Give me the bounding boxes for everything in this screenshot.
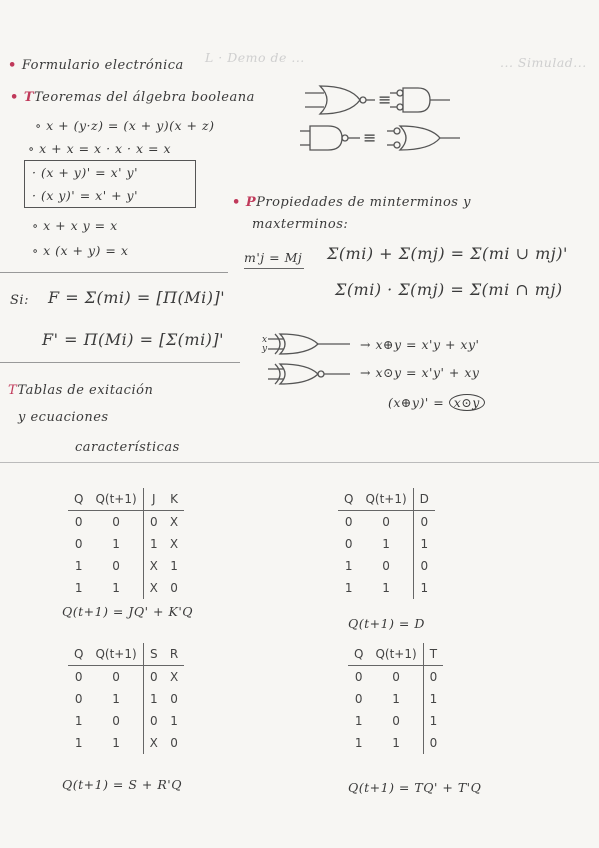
d-header-cell: Q(t+1) xyxy=(359,488,413,511)
d-table-cell: 0 xyxy=(382,515,390,529)
sr-table-cell: 1 xyxy=(74,736,83,750)
d-table-cell: 0 xyxy=(413,511,435,534)
sr-table-row xyxy=(68,666,184,689)
t-header-cell: T xyxy=(423,643,443,666)
section-divider-2 xyxy=(0,362,240,363)
sr-table-cell: 0 xyxy=(170,692,178,706)
jk-header-cell: Q xyxy=(68,488,89,511)
jk-table-cell: 0 xyxy=(74,537,83,551)
d-table-cell: 1 xyxy=(382,537,390,551)
tablas-title-2: y ecuaciones xyxy=(18,410,109,425)
t-table-cell: 1 xyxy=(392,736,400,750)
jk-table-cell: 1 xyxy=(143,533,164,555)
t-table-cell: 1 xyxy=(392,692,400,706)
teorema-6: ∘ x (x + y) = x xyxy=(32,243,129,258)
jk-table-cell: 1 xyxy=(74,581,83,595)
sr-table-cell: X xyxy=(169,670,179,684)
teorema-2: ∘ x + x = x · x · x = x xyxy=(28,141,172,156)
t-table-cell: 0 xyxy=(354,692,363,706)
teorema-5: ∘ x + x y = x xyxy=(32,218,118,233)
xor-xnor-gates xyxy=(262,330,362,390)
d-table-cell: 1 xyxy=(413,533,435,555)
jk-header-cell: K xyxy=(164,488,184,511)
d-table-row xyxy=(338,511,435,534)
xnor-eq: → x⊙y = x'y' + xy xyxy=(360,365,480,380)
jk-table-cell: X xyxy=(143,577,164,599)
d-table-row xyxy=(338,555,435,577)
d-header-cell: D xyxy=(413,488,435,511)
jk-table-cell: 0 xyxy=(112,559,120,573)
jk-table xyxy=(68,488,184,599)
xor-negation: (x⊕y)' = x⊙y xyxy=(388,395,485,410)
jk-table-cell: 0 xyxy=(170,581,178,595)
t-table-cell: 0 xyxy=(354,670,363,684)
t-table-cell: 0 xyxy=(392,714,400,728)
jk-table-cell: 0 xyxy=(74,515,83,529)
sr-table-cell: 0 xyxy=(143,710,164,732)
sr-table-cell: 1 xyxy=(112,736,120,750)
jk-table-cell: 1 xyxy=(170,559,178,573)
sr-table-cell: 0 xyxy=(74,670,83,684)
teorema-4: · (x y)' = x' + y' xyxy=(32,188,139,203)
d-table-row xyxy=(338,533,435,555)
jk-equation: Q(t+1) = JQ' + K'Q xyxy=(62,604,194,619)
sr-table-cell: 0 xyxy=(112,670,120,684)
jk-table-row xyxy=(68,577,184,599)
underline xyxy=(244,268,304,269)
jk-table-cell: 1 xyxy=(74,559,83,573)
sr-table-cell: 0 xyxy=(143,666,164,689)
d-table-cell: 0 xyxy=(344,515,353,529)
jk-table-row xyxy=(68,533,184,555)
si-eq-2: F' = Π(Mi) = [Σ(mi)]' xyxy=(42,330,225,349)
propiedades-title-2: maxterminos: xyxy=(252,217,349,232)
xnor-circled: x⊙y xyxy=(449,394,485,411)
jk-table-row xyxy=(68,555,184,577)
jk-header-cell: Q(t+1) xyxy=(89,488,143,511)
teoremas-title: • TTeoremas del álgebra booleana xyxy=(10,90,255,105)
sum-inter-eq: Σ(mi) · Σ(mj) = Σ(mi ∩ mj) xyxy=(335,280,563,299)
t-table-row xyxy=(348,688,443,710)
t-table-cell: 1 xyxy=(423,688,443,710)
section-divider-1 xyxy=(0,272,228,273)
sum-union-eq: Σ(mi) + Σ(mj) = Σ(mi ∪ mj)' xyxy=(327,244,568,263)
faint-text-right: ... Simulad... xyxy=(500,55,587,70)
d-table-row xyxy=(338,577,435,599)
t-table-row xyxy=(348,732,443,754)
xor-inputs: x y xyxy=(262,335,268,354)
d-table-cell: 0 xyxy=(344,537,353,551)
t-equation: Q(t+1) = TQ' + T'Q xyxy=(348,780,482,795)
m-eq-M: m'j = Mj xyxy=(244,250,303,265)
t-table-cell: 1 xyxy=(354,736,363,750)
jk-table-cell: X xyxy=(169,515,179,529)
d-table-cell: 1 xyxy=(413,577,435,599)
equiv-symbol-2: ≡ xyxy=(363,128,377,147)
jk-table-cell: 1 xyxy=(112,537,120,551)
teorema-1: ∘ x + (y·z) = (x + y)(x + z) xyxy=(35,118,215,133)
t-header-cell: Q xyxy=(348,643,369,666)
sr-equation: Q(t+1) = S + R'Q xyxy=(62,777,182,792)
si-eq-1: F = Σ(mi) = [Π(Mi)]' xyxy=(48,288,226,307)
sr-table-cell: 0 xyxy=(112,714,120,728)
sr-table-row xyxy=(68,732,184,754)
sr-table-row xyxy=(68,688,184,710)
t-table-cell: 1 xyxy=(354,714,363,728)
sr-table-cell: 1 xyxy=(170,714,178,728)
propiedades-title: • PPropiedades de minterminos y xyxy=(232,195,471,210)
sr-table-cell: 0 xyxy=(170,736,178,750)
sr-table-cell: 1 xyxy=(112,692,120,706)
si-label: Si: xyxy=(10,293,29,308)
d-equation: Q(t+1) = D xyxy=(348,616,425,631)
jk-table-cell: 0 xyxy=(143,511,164,534)
tablas-title-3: características xyxy=(75,440,180,455)
sr-table-cell: X xyxy=(143,732,164,754)
jk-header-cell: J xyxy=(143,488,164,511)
d-table-cell: 1 xyxy=(344,581,353,595)
teorema-3: · (x + y)' = x' y' xyxy=(32,165,139,180)
jk-table-row xyxy=(68,511,184,534)
d-table-cell: 1 xyxy=(382,581,390,595)
jk-table-cell: X xyxy=(143,555,164,577)
sr-header-cell: S xyxy=(143,643,164,666)
jk-table-cell: X xyxy=(169,537,179,551)
sr-table-cell: 1 xyxy=(74,714,83,728)
t-table-cell: 0 xyxy=(423,732,443,754)
jk-table-cell: 1 xyxy=(112,581,120,595)
page-title: • Formulario electrónica xyxy=(8,58,184,73)
t-header-cell: Q(t+1) xyxy=(369,643,423,666)
d-table xyxy=(338,488,435,599)
sr-table-cell: 0 xyxy=(74,692,83,706)
d-table-cell: 0 xyxy=(413,555,435,577)
t-table-cell: 0 xyxy=(392,670,400,684)
t-table-cell: 0 xyxy=(423,666,443,689)
t-table-row xyxy=(348,666,443,689)
sr-table xyxy=(68,643,184,754)
d-table-cell: 0 xyxy=(382,559,390,573)
d-header-cell: Q xyxy=(338,488,359,511)
sr-table-cell: 1 xyxy=(143,688,164,710)
d-table-cell: 1 xyxy=(344,559,353,573)
faint-text-top: L · Demo de ... xyxy=(205,50,305,65)
sr-table-row xyxy=(68,710,184,732)
jk-table-cell: 0 xyxy=(112,515,120,529)
equiv-symbol-1: ≡ xyxy=(378,90,392,109)
section-divider-3 xyxy=(0,462,599,463)
tablas-title: TTablas de exitación xyxy=(8,383,154,398)
t-table xyxy=(348,643,443,754)
xor-eq: → x⊕y = x'y + xy' xyxy=(360,337,480,352)
sr-header-cell: Q xyxy=(68,643,89,666)
t-table-row xyxy=(348,710,443,732)
sr-header-cell: Q(t+1) xyxy=(89,643,143,666)
sr-header-cell: R xyxy=(164,643,184,666)
t-table-cell: 1 xyxy=(423,710,443,732)
